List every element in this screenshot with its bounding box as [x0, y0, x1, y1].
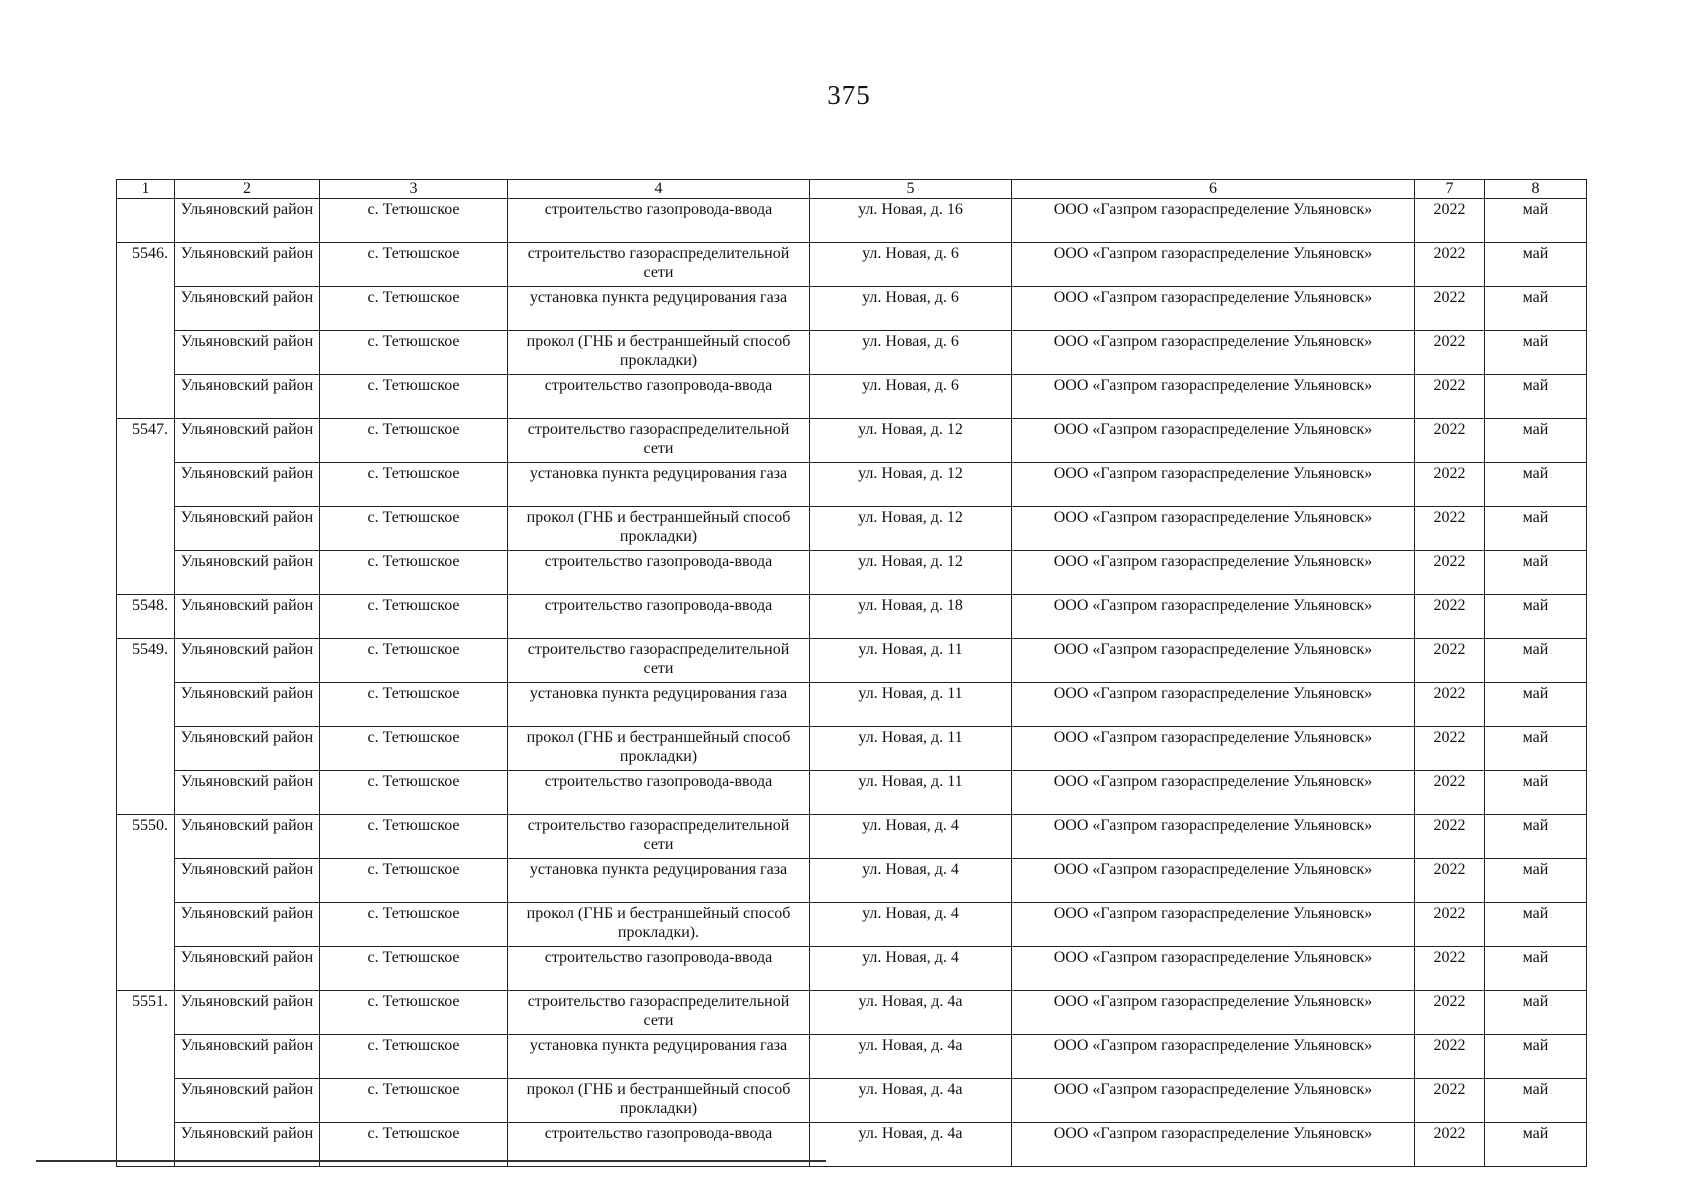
- address-cell: ул. Новая, д. 18: [810, 595, 1012, 639]
- table-row: [117, 859, 1587, 903]
- table-body: [117, 180, 1587, 1167]
- column-number-cell: 7: [1415, 180, 1485, 199]
- organization-cell: ООО «Газпром газораспределение Ульяновск»: [1012, 287, 1415, 331]
- year-cell: 2022: [1415, 375, 1485, 419]
- row-number-cell: [117, 375, 175, 419]
- address-cell: ул. Новая, д. 4а: [810, 1123, 1012, 1167]
- settlement-cell: с. Тетюшское: [320, 331, 508, 375]
- address-cell: ул. Новая, д. 4: [810, 815, 1012, 859]
- organization-cell: ООО «Газпром газораспределение Ульяновск»: [1012, 463, 1415, 507]
- organization-cell: ООО «Газпром газораспределение Ульяновск»: [1012, 1079, 1415, 1123]
- month-cell: май: [1485, 903, 1587, 947]
- district-cell: Ульяновский район: [175, 991, 320, 1035]
- year-cell: 2022: [1415, 507, 1485, 551]
- district-cell: Ульяновский район: [175, 1079, 320, 1123]
- work-type-cell: строительство газопровода-ввода: [508, 199, 810, 243]
- address-cell: ул. Новая, д. 6: [810, 243, 1012, 287]
- work-type-cell: строительство газораспределительной сети: [508, 991, 810, 1035]
- address-cell: ул. Новая, д. 12: [810, 551, 1012, 595]
- table-row: [117, 243, 1587, 287]
- row-number-cell: 5551.: [117, 991, 175, 1035]
- address-cell: ул. Новая, д. 12: [810, 419, 1012, 463]
- month-cell: май: [1485, 507, 1587, 551]
- month-cell: май: [1485, 1123, 1587, 1167]
- address-cell: ул. Новая, д. 11: [810, 683, 1012, 727]
- row-number-cell: [117, 199, 175, 243]
- row-number-cell: [117, 859, 175, 903]
- settlement-cell: с. Тетюшское: [320, 727, 508, 771]
- settlement-cell: с. Тетюшское: [320, 1123, 508, 1167]
- work-type-cell: установка пункта редуцирования газа: [508, 1035, 810, 1079]
- table-row: [117, 947, 1587, 991]
- organization-cell: ООО «Газпром газораспределение Ульяновск»: [1012, 331, 1415, 375]
- row-number-cell: [117, 683, 175, 727]
- year-cell: 2022: [1415, 903, 1485, 947]
- district-cell: Ульяновский район: [175, 419, 320, 463]
- month-cell: май: [1485, 1079, 1587, 1123]
- month-cell: май: [1485, 375, 1587, 419]
- year-cell: 2022: [1415, 287, 1485, 331]
- month-cell: май: [1485, 331, 1587, 375]
- table-row: [117, 727, 1587, 771]
- year-cell: 2022: [1415, 815, 1485, 859]
- column-number-row: [117, 180, 1587, 199]
- district-cell: Ульяновский район: [175, 639, 320, 683]
- month-cell: май: [1485, 199, 1587, 243]
- district-cell: Ульяновский район: [175, 243, 320, 287]
- district-cell: Ульяновский район: [175, 859, 320, 903]
- month-cell: май: [1485, 771, 1587, 815]
- settlement-cell: с. Тетюшское: [320, 199, 508, 243]
- settlement-cell: с. Тетюшское: [320, 463, 508, 507]
- row-number-cell: [117, 507, 175, 551]
- row-number-cell: 5550.: [117, 815, 175, 859]
- table-row: [117, 375, 1587, 419]
- row-number-cell: [117, 1035, 175, 1079]
- table-row: [117, 991, 1587, 1035]
- settlement-cell: с. Тетюшское: [320, 771, 508, 815]
- month-cell: май: [1485, 463, 1587, 507]
- table-row: [117, 199, 1587, 243]
- column-number-cell: 2: [175, 180, 320, 199]
- organization-cell: ООО «Газпром газораспределение Ульяновск»: [1012, 639, 1415, 683]
- column-number-cell: 8: [1485, 180, 1587, 199]
- settlement-cell: с. Тетюшское: [320, 419, 508, 463]
- table-row: [117, 287, 1587, 331]
- page-number: 375: [827, 80, 871, 110]
- row-number-cell: [117, 1079, 175, 1123]
- organization-cell: ООО «Газпром газораспределение Ульяновск»: [1012, 991, 1415, 1035]
- district-cell: Ульяновский район: [175, 947, 320, 991]
- district-cell: Ульяновский район: [175, 551, 320, 595]
- district-cell: Ульяновский район: [175, 815, 320, 859]
- month-cell: май: [1485, 1035, 1587, 1079]
- work-type-cell: прокол (ГНБ и бестраншейный способ прокладки): [508, 331, 810, 375]
- district-cell: Ульяновский район: [175, 463, 320, 507]
- address-cell: ул. Новая, д. 11: [810, 727, 1012, 771]
- district-cell: Ульяновский район: [175, 683, 320, 727]
- row-number-cell: [117, 727, 175, 771]
- settlement-cell: с. Тетюшское: [320, 903, 508, 947]
- address-cell: ул. Новая, д. 4: [810, 859, 1012, 903]
- row-number-cell: [117, 771, 175, 815]
- year-cell: 2022: [1415, 419, 1485, 463]
- work-type-cell: установка пункта редуцирования газа: [508, 859, 810, 903]
- work-type-cell: строительство газопровода-ввода: [508, 1123, 810, 1167]
- year-cell: 2022: [1415, 463, 1485, 507]
- year-cell: 2022: [1415, 243, 1485, 287]
- row-number-cell: [117, 947, 175, 991]
- work-type-cell: прокол (ГНБ и бестраншейный способ прокладки): [508, 1079, 810, 1123]
- month-cell: май: [1485, 727, 1587, 771]
- work-type-cell: строительство газопровода-ввода: [508, 947, 810, 991]
- year-cell: 2022: [1415, 199, 1485, 243]
- year-cell: 2022: [1415, 947, 1485, 991]
- settlement-cell: с. Тетюшское: [320, 991, 508, 1035]
- organization-cell: ООО «Газпром газораспределение Ульяновск»: [1012, 419, 1415, 463]
- settlement-cell: с. Тетюшское: [320, 507, 508, 551]
- row-number-cell: 5548.: [117, 595, 175, 639]
- organization-cell: ООО «Газпром газораспределение Ульяновск»: [1012, 771, 1415, 815]
- district-cell: Ульяновский район: [175, 507, 320, 551]
- work-type-cell: строительство газопровода-ввода: [508, 595, 810, 639]
- settlement-cell: с. Тетюшское: [320, 595, 508, 639]
- month-cell: май: [1485, 287, 1587, 331]
- work-type-cell: строительство газораспределительной сети: [508, 419, 810, 463]
- work-type-cell: строительство газопровода-ввода: [508, 551, 810, 595]
- address-cell: ул. Новая, д. 12: [810, 507, 1012, 551]
- organization-cell: ООО «Газпром газораспределение Ульяновск»: [1012, 1035, 1415, 1079]
- district-cell: Ульяновский район: [175, 287, 320, 331]
- organization-cell: ООО «Газпром газораспределение Ульяновск»: [1012, 595, 1415, 639]
- year-cell: 2022: [1415, 1035, 1485, 1079]
- settlement-cell: с. Тетюшское: [320, 1079, 508, 1123]
- work-type-cell: установка пункта редуцирования газа: [508, 463, 810, 507]
- organization-cell: ООО «Газпром газораспределение Ульяновск»: [1012, 727, 1415, 771]
- table-row: [117, 419, 1587, 463]
- year-cell: 2022: [1415, 771, 1485, 815]
- year-cell: 2022: [1415, 551, 1485, 595]
- table-row: [117, 639, 1587, 683]
- district-cell: Ульяновский район: [175, 595, 320, 639]
- settlement-cell: с. Тетюшское: [320, 947, 508, 991]
- organization-cell: ООО «Газпром газораспределение Ульяновск»: [1012, 375, 1415, 419]
- row-number-cell: [117, 903, 175, 947]
- address-cell: ул. Новая, д. 16: [810, 199, 1012, 243]
- settlement-cell: с. Тетюшское: [320, 551, 508, 595]
- address-cell: ул. Новая, д. 6: [810, 287, 1012, 331]
- column-number-cell: 1: [117, 180, 175, 199]
- settlement-cell: с. Тетюшское: [320, 287, 508, 331]
- year-cell: 2022: [1415, 991, 1485, 1035]
- table-row: [117, 1079, 1587, 1123]
- row-number-cell: 5549.: [117, 639, 175, 683]
- year-cell: 2022: [1415, 595, 1485, 639]
- work-type-cell: строительство газораспределительной сети: [508, 815, 810, 859]
- month-cell: май: [1485, 419, 1587, 463]
- district-cell: Ульяновский район: [175, 1035, 320, 1079]
- district-cell: Ульяновский район: [175, 727, 320, 771]
- district-cell: Ульяновский район: [175, 1123, 320, 1167]
- address-cell: ул. Новая, д. 4а: [810, 1079, 1012, 1123]
- month-cell: май: [1485, 683, 1587, 727]
- address-cell: ул. Новая, д. 11: [810, 639, 1012, 683]
- work-type-cell: строительство газораспределительной сети: [508, 639, 810, 683]
- organization-cell: ООО «Газпром газораспределение Ульяновск»: [1012, 243, 1415, 287]
- organization-cell: ООО «Газпром газораспределение Ульяновск»: [1012, 199, 1415, 243]
- column-number-cell: 5: [810, 180, 1012, 199]
- table-row: [117, 683, 1587, 727]
- settlement-cell: с. Тетюшское: [320, 375, 508, 419]
- organization-cell: ООО «Газпром газораспределение Ульяновск»: [1012, 903, 1415, 947]
- table-row: [117, 771, 1587, 815]
- table-row: [117, 903, 1587, 947]
- settlement-cell: с. Тетюшское: [320, 815, 508, 859]
- work-type-cell: прокол (ГНБ и бестраншейный способ прокладки): [508, 727, 810, 771]
- address-cell: ул. Новая, д. 6: [810, 331, 1012, 375]
- year-cell: 2022: [1415, 1079, 1485, 1123]
- organization-cell: ООО «Газпром газораспределение Ульяновск»: [1012, 551, 1415, 595]
- year-cell: 2022: [1415, 639, 1485, 683]
- work-type-cell: строительство газопровода-ввода: [508, 771, 810, 815]
- district-cell: Ульяновский район: [175, 199, 320, 243]
- organization-cell: ООО «Газпром газораспределение Ульяновск»: [1012, 507, 1415, 551]
- work-type-cell: установка пункта редуцирования газа: [508, 683, 810, 727]
- address-cell: ул. Новая, д. 4: [810, 903, 1012, 947]
- work-type-cell: установка пункта редуцирования газа: [508, 287, 810, 331]
- work-type-cell: строительство газораспределительной сети: [508, 243, 810, 287]
- row-number-cell: 5546.: [117, 243, 175, 287]
- district-cell: Ульяновский район: [175, 771, 320, 815]
- address-cell: ул. Новая, д. 4а: [810, 991, 1012, 1035]
- row-number-cell: [117, 463, 175, 507]
- month-cell: май: [1485, 639, 1587, 683]
- organization-cell: ООО «Газпром газораспределение Ульяновск»: [1012, 947, 1415, 991]
- organization-cell: ООО «Газпром газораспределение Ульяновск»: [1012, 815, 1415, 859]
- month-cell: май: [1485, 947, 1587, 991]
- settlement-cell: с. Тетюшское: [320, 1035, 508, 1079]
- table-row: [117, 331, 1587, 375]
- table-row: [117, 551, 1587, 595]
- address-cell: ул. Новая, д. 11: [810, 771, 1012, 815]
- month-cell: май: [1485, 551, 1587, 595]
- work-type-cell: строительство газопровода-ввода: [508, 375, 810, 419]
- table-row: [117, 507, 1587, 551]
- address-cell: ул. Новая, д. 4: [810, 947, 1012, 991]
- table-row: [117, 463, 1587, 507]
- work-type-cell: прокол (ГНБ и бестраншейный способ прокладки): [508, 507, 810, 551]
- month-cell: май: [1485, 595, 1587, 639]
- year-cell: 2022: [1415, 727, 1485, 771]
- settlement-cell: с. Тетюшское: [320, 639, 508, 683]
- year-cell: 2022: [1415, 331, 1485, 375]
- address-cell: ул. Новая, д. 6: [810, 375, 1012, 419]
- row-number-cell: [117, 331, 175, 375]
- organization-cell: ООО «Газпром газораспределение Ульяновск»: [1012, 1123, 1415, 1167]
- district-cell: Ульяновский район: [175, 375, 320, 419]
- address-cell: ул. Новая, д. 4а: [810, 1035, 1012, 1079]
- district-cell: Ульяновский район: [175, 903, 320, 947]
- month-cell: май: [1485, 815, 1587, 859]
- column-number-cell: 6: [1012, 180, 1415, 199]
- settlement-cell: с. Тетюшское: [320, 683, 508, 727]
- settlement-cell: с. Тетюшское: [320, 859, 508, 903]
- row-number-cell: [117, 287, 175, 331]
- address-cell: ул. Новая, д. 12: [810, 463, 1012, 507]
- settlement-cell: с. Тетюшское: [320, 243, 508, 287]
- registry-table: [116, 179, 1587, 1167]
- row-number-cell: [117, 551, 175, 595]
- table-row: [117, 1035, 1587, 1079]
- column-number-cell: 4: [508, 180, 810, 199]
- table-row: [117, 595, 1587, 639]
- year-cell: 2022: [1415, 683, 1485, 727]
- district-cell: Ульяновский район: [175, 331, 320, 375]
- year-cell: 2022: [1415, 859, 1485, 903]
- year-cell: 2022: [1415, 1123, 1485, 1167]
- organization-cell: ООО «Газпром газораспределение Ульяновск»: [1012, 859, 1415, 903]
- month-cell: май: [1485, 991, 1587, 1035]
- month-cell: май: [1485, 243, 1587, 287]
- month-cell: май: [1485, 859, 1587, 903]
- organization-cell: ООО «Газпром газораспределение Ульяновск»: [1012, 683, 1415, 727]
- row-number-cell: 5547.: [117, 419, 175, 463]
- table-row: [117, 815, 1587, 859]
- column-number-cell: 3: [320, 180, 508, 199]
- bottom-rule: [36, 1160, 826, 1162]
- work-type-cell: прокол (ГНБ и бестраншейный способ прокладки).: [508, 903, 810, 947]
